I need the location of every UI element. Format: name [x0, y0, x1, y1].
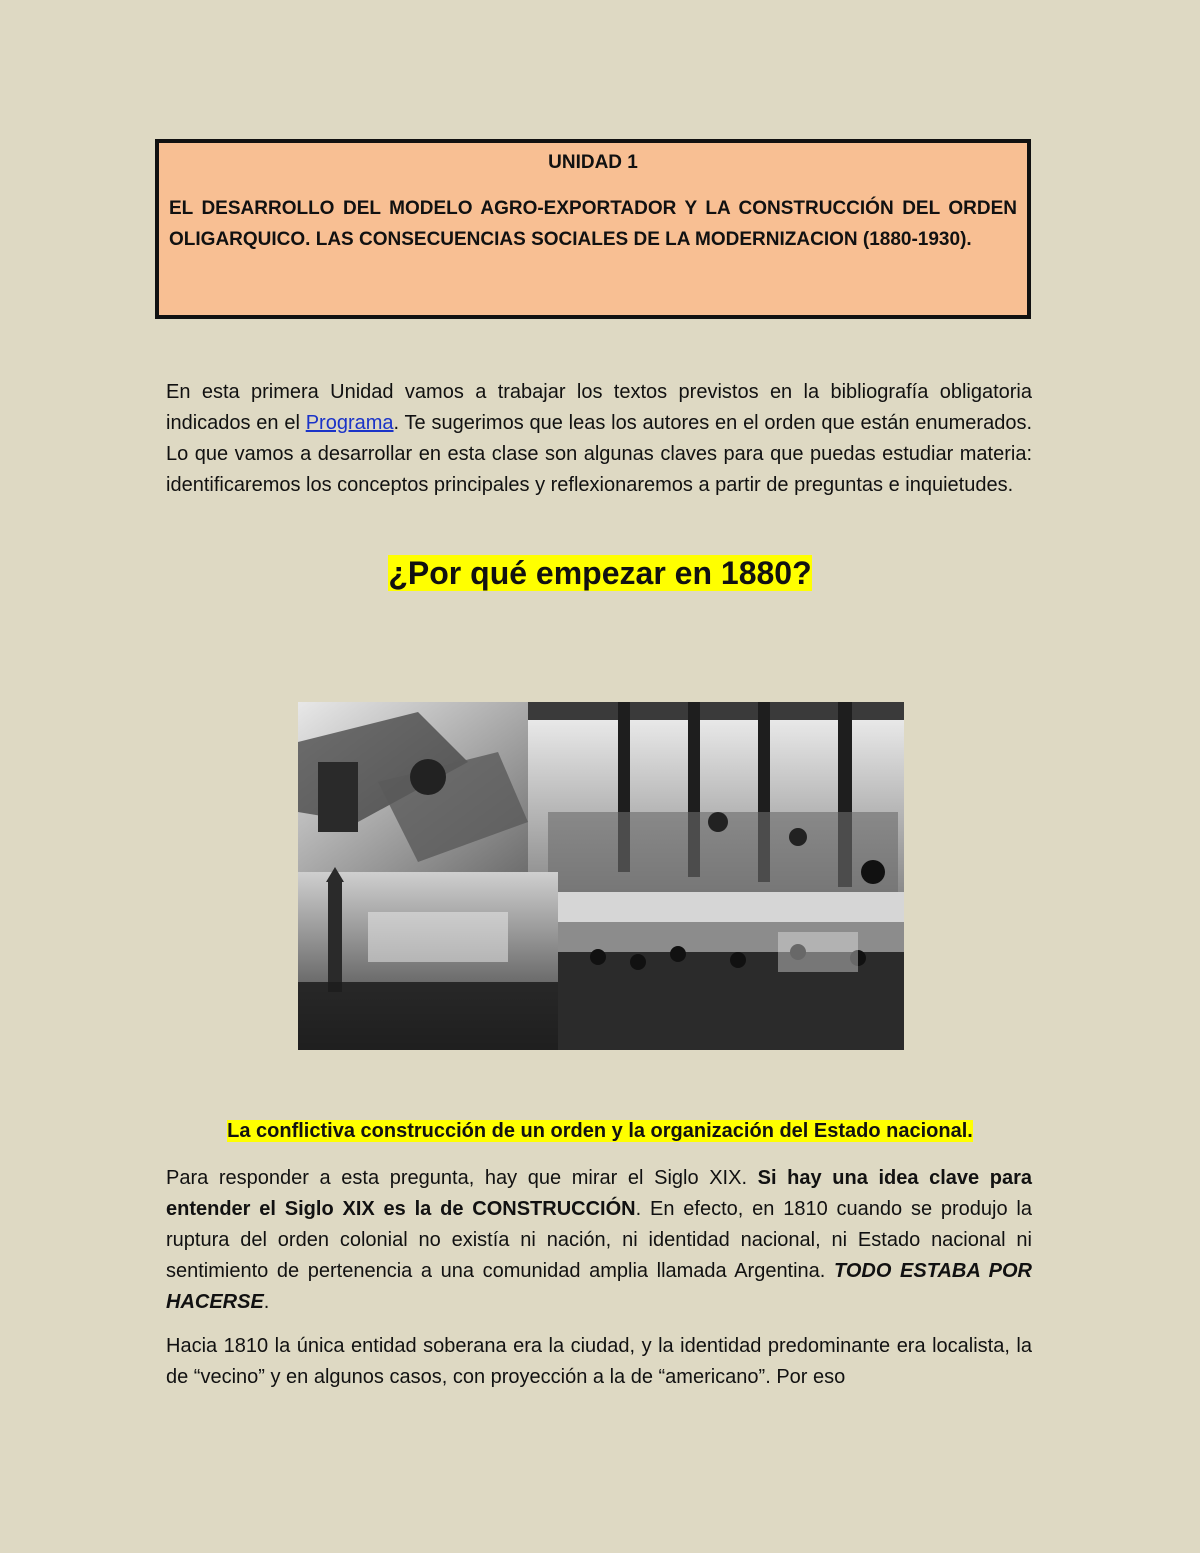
paragraph2-text-start: Para responder a esta pregunta, hay que mirar el Siglo XIX.: [166, 1167, 758, 1189]
unit-label: UNIDAD 1: [548, 152, 638, 173]
question-heading: ¿Por qué empezar en 1880?: [388, 555, 812, 591]
paragraph-hacia-1810: Hacia 1810 la única entidad soberana era la ciudad, y la identidad predominante era localista, la de “vecino” y en algunos casos, con proyección a la de “americano”. Por eso: [166, 1335, 1032, 1388]
intro-text-end: . Te sugerimos que leas los autores en el orden que están enumerados. Lo que vamos a desarrollar en esta clase son algunas claves para que puedas estudiar materia: identificaremos los conceptos principales y reflexionaremos a partir de preguntas e inquietudes.: [166, 412, 1033, 496]
section-heading: La conflictiva construcción de un orden y la organización del Estado nacional.: [227, 1120, 973, 1142]
paragraph2-bold-idea: Si hay una idea clave para entender el Siglo XIX es la de CONSTRUCCIÓN: [166, 1167, 1033, 1220]
intro-paragraph: [166, 377, 1032, 501]
question-heading-wrap: [0, 552, 1200, 594]
paragraph2-text-middle: . En efecto, en 1810 cuando se produjo la ruptura del orden colonial no existía ni nación, ni identidad nacional, ni Estado nacional ni sentimiento de pertenencia a una comunidad amplia llamada Argentina.: [166, 1198, 1032, 1282]
paragraph2-text-end: .: [263, 1291, 270, 1313]
photo-collage-icon: [298, 702, 904, 1050]
historical-photo-collage: [298, 702, 904, 1050]
paragraph-construccion: [166, 1163, 1032, 1318]
paragraph2-bold-italic: TODO ESTABA POR HACERSE: [166, 1260, 1032, 1313]
unit-title: EL DESARROLLO DEL MODELO AGRO-EXPORTADOR Y LA CONSTRUCCIÓN DEL ORDEN OLIGARQUICO. LAS CONSECUENCIAS SOCIALES DE LA MODERNIZACION (1880-1930).: [169, 198, 1017, 250]
programa-link[interactable]: Programa: [305, 412, 394, 434]
unit-title-box: [155, 139, 1031, 319]
section-heading-wrap: [0, 1117, 1200, 1145]
intro-text-start: En esta primera Unidad vamos a trabajar los textos previstos en la bibliografía obligatoria indicados en el: [166, 381, 1032, 434]
